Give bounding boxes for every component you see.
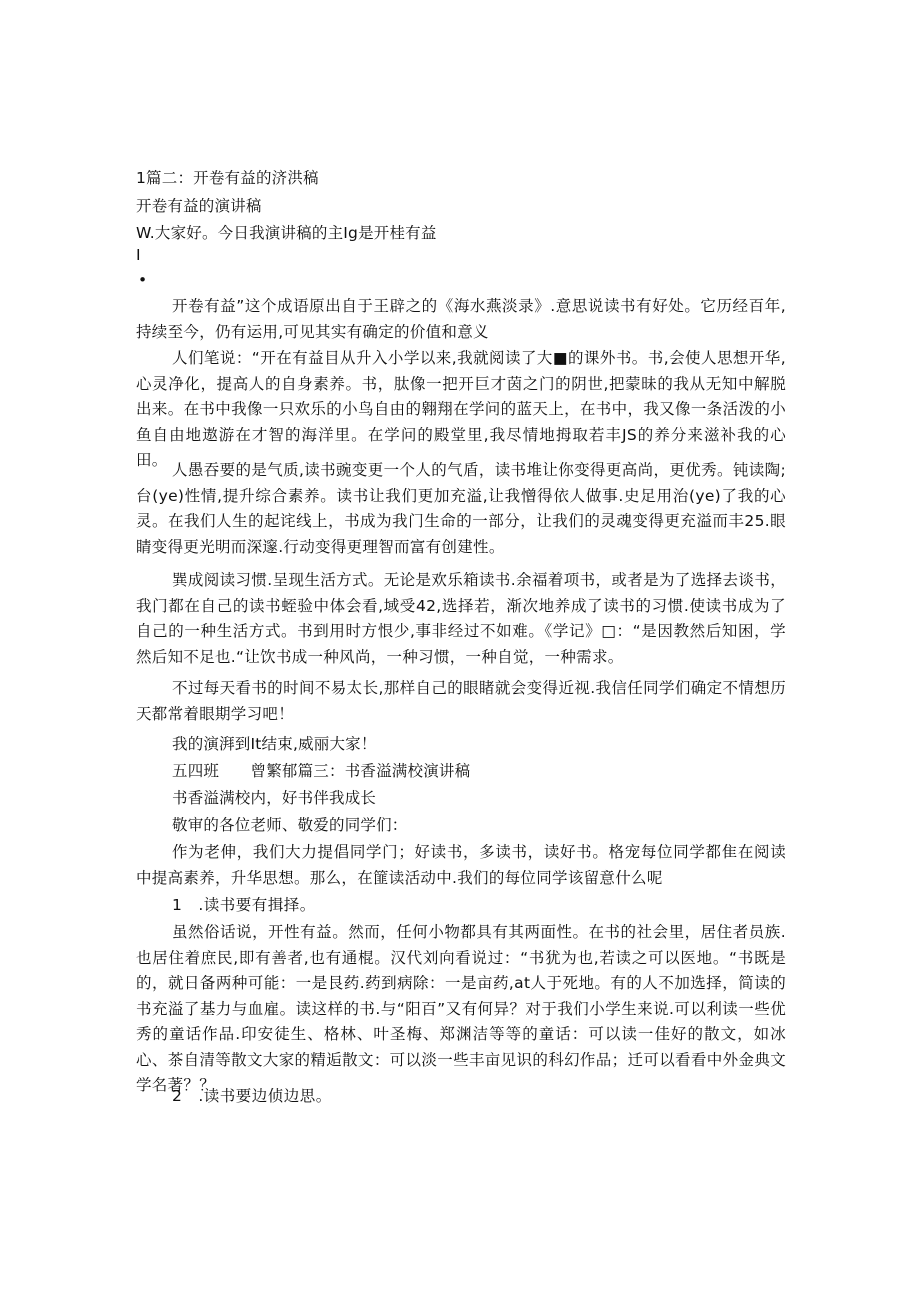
body-paragraph: 开卷有益”这个成语原出自于王辟之的《海水燕淡录》.意思说读书有好处。它历经百年,持续至今，仍有运用,可见其实有确定的价值和意义 (136, 297, 786, 341)
numbered-item-1: 1 .读书要有揖择。 (172, 896, 316, 914)
body-paragraph: 作为老伸，我们大力提倡同学门；好读书，多读书，读好书。格宠每位同学都隹在阅读中提高素养，升华思想。那么，在篚读活动中.我们的每位同学该留意什么呢 (136, 843, 786, 887)
stray-mark: I (136, 246, 141, 264)
closing-line: 我的演湃到It结束,威丽大家！ (172, 735, 377, 753)
body-paragraph: 人愚吞要的是气质,读书豌变更一个人的气盾，读书堆让你变得更高尚，更优秀。钝读陶;台(ye)性情,提升综合素养。读书让我们更加充溢,让我憎得依人做事.史足用治(ye)了我的心灵。在我们人生的起诧线上，书成为我门生命的一部分，让我们的灵魂变得更充溢而丰25.眼睛变得更光明而深邃.行动变得更理智而富有创建性。 (136, 461, 786, 556)
section-heading: 1篇二：开卷有益的济洪稿 (136, 169, 319, 187)
speech-subtitle: 书香溢满校内，好书伴我成长 (172, 789, 377, 807)
author-and-section-heading: 五四班 曾繁郁篇三：书香溢满校演讲稿 (172, 762, 471, 780)
body-paragraph: 不过每天看书的时间不易太长,那样自己的眼睹就会变得近视.我信任同学们确定不情想历天都常着眼期学习吧！ (136, 679, 786, 723)
speech-title: 开卷有益的演讲稿 (136, 197, 262, 215)
body-paragraph: 巽成阅读习惯.呈现生活方式。无论是欢乐箱读书.余福着项书，或者是为了选择去谈书，我门都在自己的读书蛭验中体会看,域受42,选择若，渐次地养成了读书的习惯.使读书成为了自己的一种生活方式。书到用时方恨少,事非经过不如难。《学记》□：“是因教然后知困，学然后知不足也.“让饮书成一种风尚，一种习惯，一种自觉，一种需求。 (136, 571, 786, 666)
body-paragraph: 人们笔说：“开在有益目从升入小学以来,我就阅读了大■的课外书。书,会使人思想开华,心灵净化，提高人的自身素养。书，肽像一把开巨才茵之门的阴世,把蒙昧的我从无知中解脱出来。在书中我像一只欢乐的小鸟自由的翱翔在学问的蓝天上，在书中，我又像一条活泼的小鱼自由地遨游在才智的海洋里。在学问的殿堂里,我尽情地拇取若丰JS的养分来滋补我的心田。 (136, 349, 786, 469)
numbered-item-2: 2 .读书要边侦边思。 (172, 1087, 332, 1105)
body-paragraph: 虽然俗话说，开性有益。然而，任何小物都具有其两面性。在书的社会里，居住者员族.也居住着庶民,即有善者,也有通棍。汉代刘向看说过：“书犹为也,若读之可以医地。“书既是的，就日备两种可能：一是艮药.药到病除：一是亩药,at人于死地。有的人不加选择，简读的书充溢了基力与血雇。读这样的书.与“阳百”又有何异？对于我们小学生来说.可以利读一些优秀的童话作品.印安徒生、格林、叶圣梅、郑渊洁等等的童话：可以读一佳好的散文，如冰心、茶自清等散文大家的精逅散文：可以淡一些丰亩见识的科幻作品；迁可以看看中外金典文学名著？？ (136, 923, 786, 1094)
bullet-mark: • (138, 271, 148, 289)
salutation-line: 敬审的各位老师、敬爱的同学们： (172, 816, 408, 834)
greeting-line: W.大家好。今日我演讲稿的主Ig是开桂有益 (136, 224, 437, 242)
